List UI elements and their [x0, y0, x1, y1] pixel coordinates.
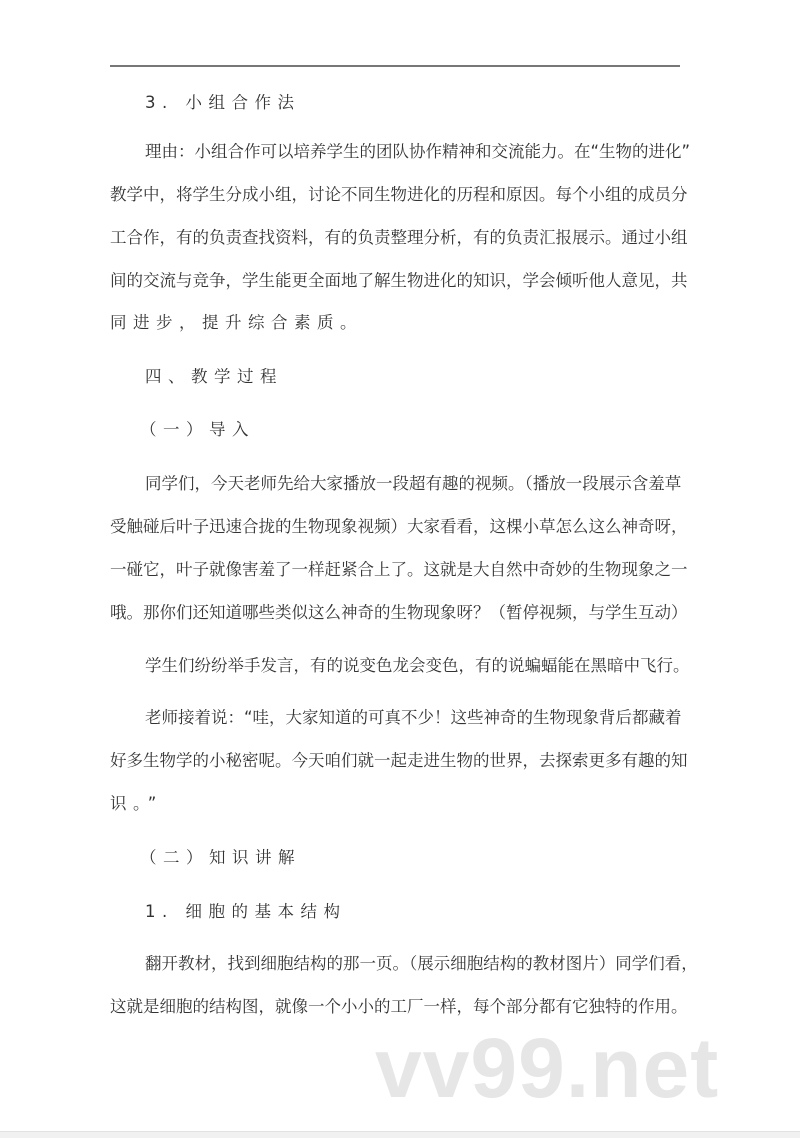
heading-group-work: 3. 小组合作法 — [145, 93, 301, 112]
paragraph-line: 间的交流与竞争，学生能更全面地了解生物进化的知识，学会倾听他人意见，共 — [110, 271, 688, 290]
watermark: vv99.net — [375, 1021, 720, 1115]
paragraph-line: 教学中，将学生分成小组，讨论不同生物进化的历程和原因。每个小组的成员分 — [110, 185, 688, 204]
heading-cell-structure: 1. 细胞的基本结构 — [145, 902, 347, 921]
paragraph-line: 好多生物学的小秘密呢。今天咱们就一起走进生物的世界，去探索更多有趣的知 — [110, 751, 688, 770]
paragraph-line: 这就是细胞的结构图，就像一个小小的工厂一样，每个部分都有它独特的作用。 — [110, 997, 688, 1016]
paragraph-line: 同学们，今天老师先给大家播放一段超有趣的视频。（播放一段展示含羞草 — [145, 474, 682, 493]
heading-teaching-process: 四、教学过程 — [145, 367, 283, 386]
paragraph-line: 识。” — [110, 794, 163, 813]
paragraph-line: 理由：小组合作可以培养学生的团队协作精神和交流能力。在“生物的进化” — [145, 142, 691, 161]
paragraph-line: 受触碰后叶子迅速合拢的生物现象视频）大家看看，这棵小草怎么这么神奇呀， — [110, 517, 688, 536]
subheading-knowledge: （二）知识讲解 — [140, 848, 301, 867]
paragraph-line: 学生们纷纷举手发言，有的说变色龙会变色，有的说蝙蝠能在黑暗中飞行。 — [145, 656, 690, 675]
paragraph-line: 一碰它，叶子就像害羞了一样赶紧合上了。这就是大自然中奇妙的生物现象之一 — [110, 560, 688, 579]
paragraph-line: 老师接着说：“哇，大家知道的可真不少！这些神奇的生物现象背后都藏着 — [145, 708, 682, 727]
paragraph-line: 哦。那你们还知道哪些类似这么神奇的生物现象呀？（暂停视频，与学生互动） — [110, 603, 688, 622]
paragraph-line: 工合作，有的负责查找资料，有的负责整理分析，有的负责汇报展示。通过小组 — [110, 228, 688, 247]
subheading-intro: （一）导入 — [140, 420, 255, 439]
paragraph-line: 同进步，提升综合素质。 — [110, 313, 363, 332]
header-rule — [110, 65, 680, 67]
paragraph-line: 翻开教材，找到细胞结构的那一页。（展示细胞结构的教材图片）同学们看， — [145, 954, 698, 973]
